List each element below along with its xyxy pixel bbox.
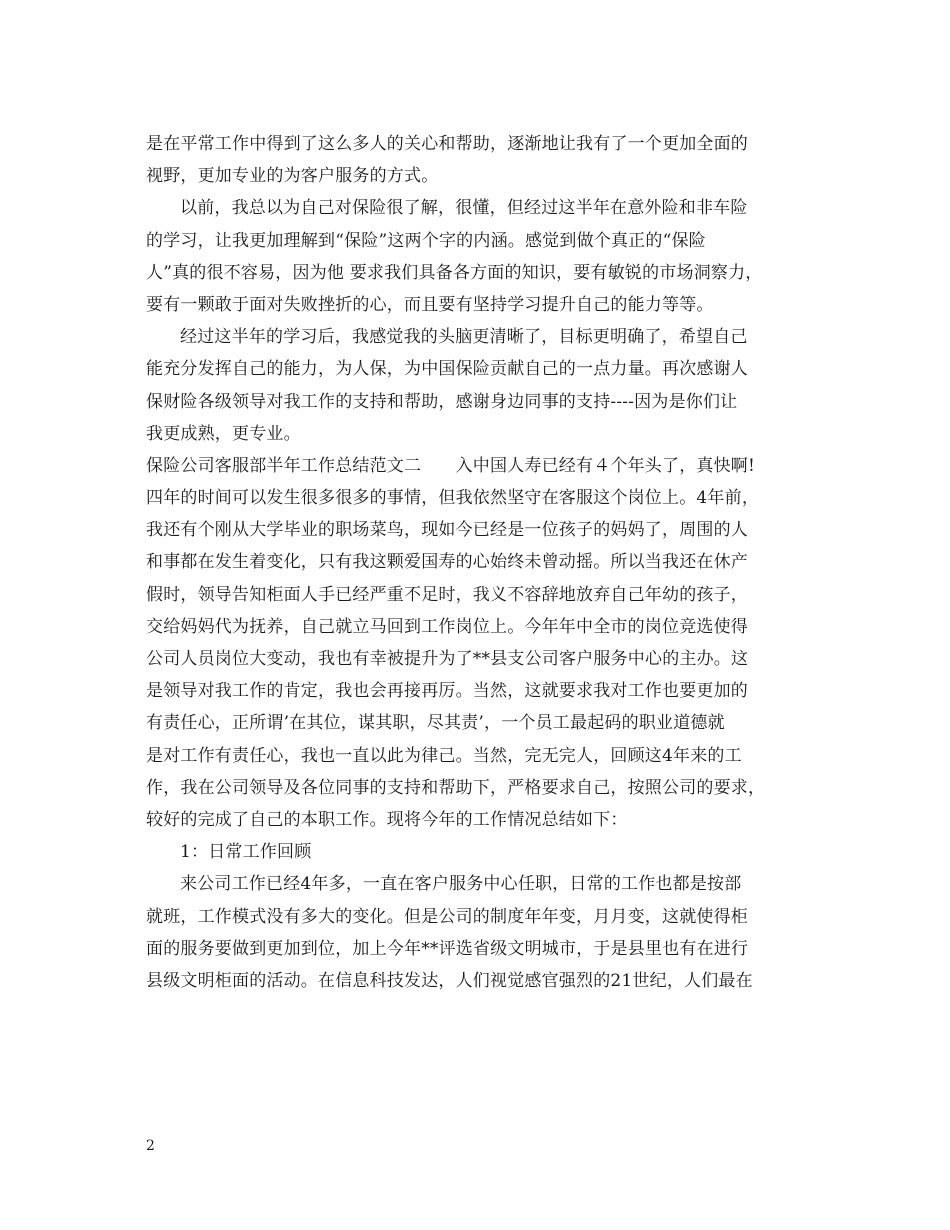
text-line: 面的服务要做到更加到位，加上今年**评选省级文明城市，于是县里也有在进行 <box>146 938 749 959</box>
text-line: 交给妈妈代为抚养，自己就立马回到工作岗位上。今年年中全市的岗位竞选使得 <box>146 616 748 637</box>
text-line: 有责任心，正所谓’在其位，谋其职，尽其责’，一个员工最起码的职业道德就 <box>146 713 725 734</box>
text-line: 就班，工作模式没有多大的变化。但是公司的制度年年变，月月变，这就使得柜 <box>146 906 748 927</box>
text-line: 经过这半年的学习后，我感觉我的头脑更清晰了，目标更明确了，希望自己 <box>180 327 748 348</box>
text-line: 县级文明柜面的活动。在信息科技发达，人们视觉感官强烈的21世纪，人们最在 <box>146 970 753 991</box>
text-line: 四年的时间可以发生很多很多的事情，但我依然坚守在客服这个岗位上。4年前， <box>146 488 760 509</box>
text-line: 能充分发挥自己的能力，为人保，为中国保险贡献自己的一点力量。再次感谢人 <box>146 359 748 380</box>
text-line: 人”真的很不容易，因为他 要求我们具备各方面的知识，要有敏锐的市场洞察力， <box>146 262 763 283</box>
text-line: 的学习，让我更加理解到“保险”这两个字的内涵。感觉到做个真正的“保险 <box>146 230 706 251</box>
text-line: 假时，领导告知柜面人手已经严重不足时，我义不容辞地放弃自己年幼的孩子， <box>146 584 748 605</box>
document-body <box>146 128 826 997</box>
text-line: 保财险各级领导对我工作的支持和帮助，感谢身边同事的支持----因为是你们让 <box>146 391 738 412</box>
text-line: 来公司工作已经4年多，一直在客户服务中心任职，日常的工作也都是按部 <box>180 874 742 895</box>
text-line: 以前，我总以为自己对保险很了解，很懂，但经过这半年在意外险和非车险 <box>180 198 748 219</box>
text-line: 较好的完成了自己的本职工作。现将今年的工作情况总结如下： <box>146 809 628 830</box>
text-line: 我更成熟，更专业。 <box>146 423 301 444</box>
text-line: 我还有个刚从大学毕业的职场菜鸟，现如今已经是一位孩子的妈妈了，周围的人 <box>146 520 748 541</box>
text-line: 是对工作有责任心，我也一直以此为律己。当然，完无完人，回顾这4年来的工 <box>146 745 742 766</box>
text-line: 1：日常工作回顾 <box>180 842 312 863</box>
text-line: 保险公司客服部半年工作总结范文二 入中国人寿已经有４个年头了，真快啊! <box>146 455 756 476</box>
text-line: 要有一颗敢于面对失败挫折的心，而且要有坚持学习提升自己的能力等等。 <box>146 294 714 315</box>
page-number: 2 <box>146 1138 155 1154</box>
text-line: 视野，更加专业的为客户服务的方式。 <box>146 166 439 187</box>
text-line: 和事都在发生着变化，只有我这颗爱国寿的心始终未曾动摇。所以当我还在休产 <box>146 552 748 573</box>
text-line: 是在平常工作中得到了这么多人的关心和帮助，逐渐地让我有了一个更加全面的 <box>146 134 748 154</box>
text-line: 作，我在公司领导及各位同事的支持和帮助下，严格要求自己，按照公司的要求， <box>146 777 766 798</box>
text-line: 是领导对我工作的肯定，我也会再接再厉。当然，这就要求我对工作也要更加的 <box>146 681 748 702</box>
text-line: 公司人员岗位大变动，我也有幸被提升为了**县支公司客户服务中心的主办。这 <box>146 649 749 669</box>
